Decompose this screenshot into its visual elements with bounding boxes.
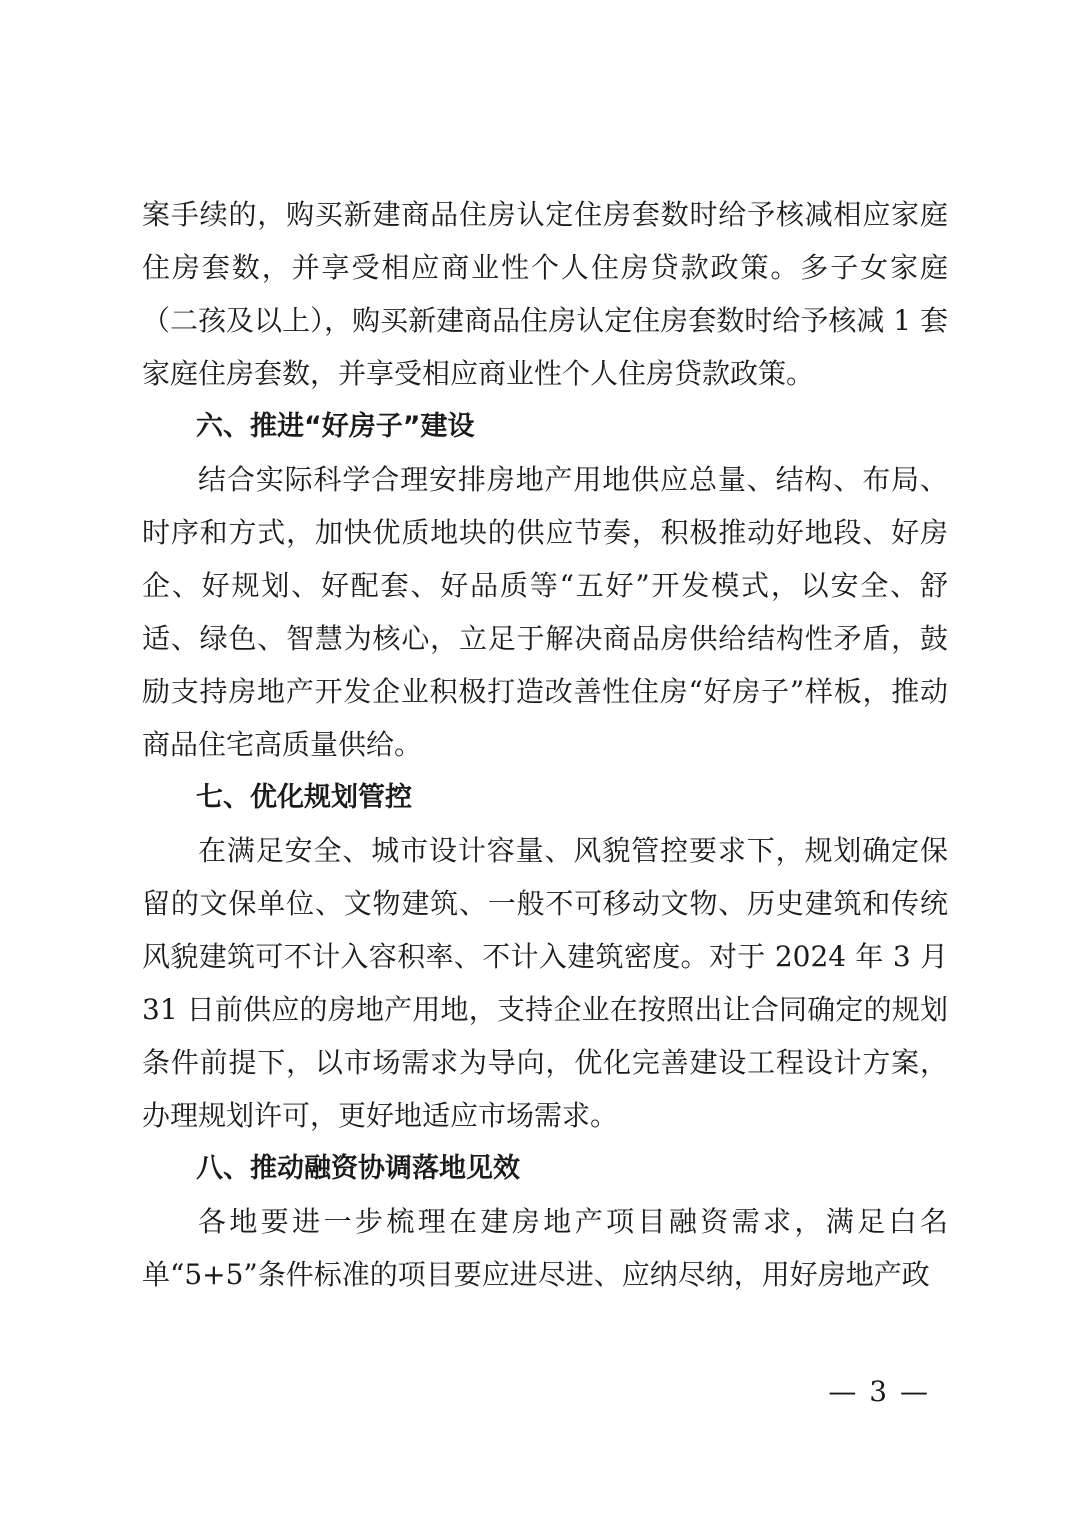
paragraph-section-6: 结合实际科学合理安排房地产用地供应总量、结构、布局、时序和方式，加快优质地块的供应节奏，积极推动好地段、好房企、好规划、好配套、好品质等“五好”开发模式，以安全、舒适、绿色、智慧为核心，立足于解决商品房供给结构性矛盾，鼓励支持房地产开发企业积极打造改善性住房“好房子”样板，推动商品住宅高质量供给。 — [142, 463, 948, 761]
section-heading-7: 七、优化规划管控 — [196, 782, 412, 813]
paragraph-continued: 案手续的，购买新建商品住房认定住房套数时给予核减相应家庭住房套数，并享受相应商业性个人住房贷款政策。多子女家庭（二孩及以上），购买新建商品住房认定住房套数时给予核减 1 套家庭住房套数，并享受相应商业性个人住房贷款政策。 — [142, 198, 948, 390]
section-heading-6: 六、推进“好房子”建设 — [196, 411, 475, 442]
paragraph-section-8: 各地要进一步梳理在建房地产项目融资需求，满足白名单“5+5”条件标准的项目要应进尽进、应纳尽纳，用好房地产政 — [142, 1205, 948, 1291]
document-body — [142, 188, 948, 1301]
page-number: — 3 — — [828, 1375, 930, 1408]
section-heading-8: 八、推动融资协调落地见效 — [196, 1153, 520, 1184]
paragraph-section-7: 在满足安全、城市设计容量、风貌管控要求下，规划确定保留的文保单位、文物建筑、一般不可移动文物、历史建筑和传统风貌建筑可不计入容积率、不计入建筑密度。对于 2024 年 3 月 31 日前供应的房地产用地，支持企业在按照出让合同确定的规划条件前提下，以市场需求为导向，优化完善建设工程设计方案，办理规划许可，更好地适应市场需求。 — [142, 834, 948, 1132]
